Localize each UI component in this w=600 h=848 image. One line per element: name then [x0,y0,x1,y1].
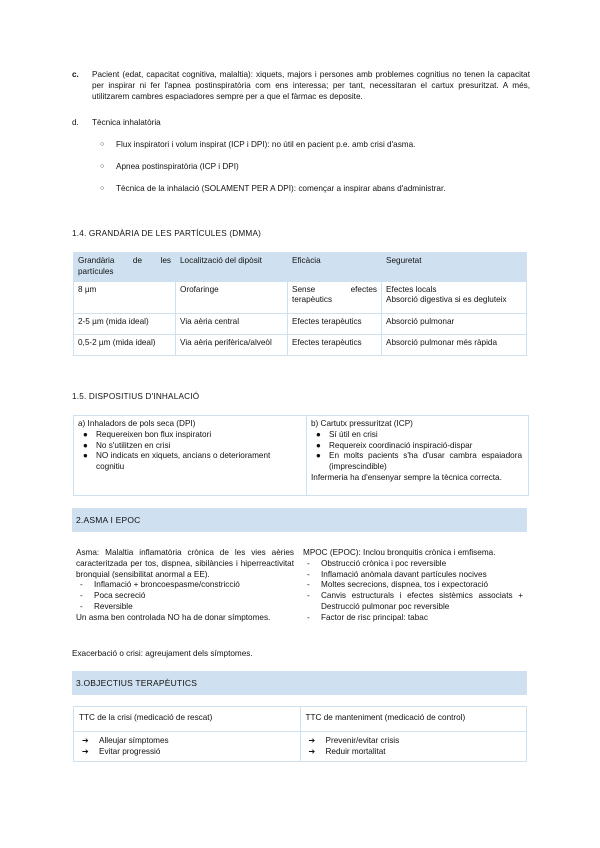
table-cell: 0,5-2 µm (mida ideal) [74,334,176,355]
list-item [306,747,522,758]
bullet-icon: ● [316,429,321,439]
item-text: Alleujar símptomes [99,735,169,745]
item-text: Evitar progressió [99,746,161,756]
table-header-cell: Eficàcia [288,253,382,282]
bullet-icon: ● [316,440,321,450]
table-cell: 8 µm [74,281,176,313]
sub-item-text: Flux inspiratori i volum inspirat (ICP i DPI): no útil en pacient p.e. amb crisi d'asma. [116,140,416,149]
dash-bullet: - [307,580,310,590]
item-text: Moltes secrecions, dispnea, tos i expectoració [321,580,489,590]
table-cell [74,731,301,762]
dash-bullet: - [307,558,310,568]
list-item [303,613,523,624]
section-heading-1-4: 1.4. GRANDÀRIA DE LES PARTÍCULES (DMMA) [72,229,262,238]
dash-bullet: - [80,602,83,612]
table-cell: 2-5 µm (mida ideal) [74,313,176,334]
table-cell [382,281,527,313]
table-row [74,281,527,313]
list-item [79,747,295,758]
nursing-note: Infermeria ha d'ensenyar sempre la tècnica correcta. [311,473,502,483]
list-item [76,580,294,591]
devices-box [73,415,529,496]
table-header-cell: TTC de manteniment (medicació de control) [300,707,527,732]
table-header-row [74,707,527,732]
dash-bullet: - [307,569,310,579]
dash-bullet: - [80,580,83,590]
section-band-3 [72,671,527,695]
table-cell: Efectes terapèutics [288,313,382,334]
circle-bullet-icon: ○ [100,141,105,148]
bullet-icon: ● [83,451,88,461]
table-cell: Via aèria perifèrica/alveòl [176,334,288,355]
dpi-column [78,419,298,473]
dash-bullet: - [307,612,310,622]
sub-list-item [100,184,520,195]
exacerbation-text: Exacerbació o crisi: agreujament dels símptomes. [72,649,253,658]
item-text: Inflamació + broncoespasme/constricció [94,580,240,590]
table-cell: Orofaringe [176,281,288,313]
item-text: Poca secreció [94,591,146,601]
circle-bullet-icon: ○ [100,185,105,192]
list-item [78,430,298,441]
sub-item-text: Tècnica de la inhalació (SOLAMENT PER A DPI): començar a inspirar abans d'administrar. [116,184,446,193]
epoc-intro: MPOC (EPOC): Inclou bronquitis crònica i emfisema. [303,548,496,557]
arrow-right-icon: ➔ [308,735,316,745]
table-row [74,731,527,762]
table-row [74,334,527,355]
item-text: Canvis estructurals i efectes sistèmics associats + Destrucció pulmonar poc reversible [321,591,523,612]
list-item [311,430,522,441]
item-text: En molts pacients s'ha d'usar cambra espaiadora (imprescindible) [329,451,522,472]
list-item [306,736,522,747]
table-cell: Efectes terapèutics [288,334,382,355]
item-text: Factor de risc principal: tabac [321,612,428,622]
item-text: Requereix coordinació inspiració-dispar [329,440,473,450]
item-text: Prevenir/evitar crisis [325,735,400,745]
bullet-icon: ● [83,440,88,450]
list-item [303,559,523,570]
list-item [78,441,298,452]
item-text: Pacient (edat, capacitat cognitiva, malaltia): xiquets, majors i persones amb problemes cognitius no tenen la capacitat per inspirar ni fer l'apnea postinspiratòria com ens interessa; per tant, necessitaran el cartux presuritzat. A més, utilitzarem cambres espaciadores sempre per a que el fàrmac es deposite. [92,70,530,101]
table-header-cell: Grandària de les partícules [74,253,176,282]
item-text: Reversible [94,602,133,612]
table-cell: Absorció pulmonar més ràpida [382,334,527,355]
bullet-icon: ● [83,429,88,439]
item-text: NO indicats en xiquets, ancians o deteriorament cognitiu [96,451,271,472]
dash-bullet: - [307,591,310,601]
icp-heading: b) Cartutx pressuritzat (ICP) [311,419,413,428]
list-item [78,451,298,473]
list-item [79,736,295,747]
asma-column [76,548,294,624]
list-item [303,591,523,613]
icp-column [306,416,522,495]
table-row [74,313,527,334]
sub-list-item [100,140,520,151]
dash-bullet: - [80,591,83,601]
sub-list-item [100,162,520,173]
objectives-table [73,706,527,762]
table-cell: Sense efectes terapèutics [288,281,382,313]
particle-size-table [73,252,527,356]
sub-item-text: Apnea postinspiratòria (ICP i DPI) [116,162,239,171]
item-text: Obstrucció crònica i poc reversible [321,558,447,568]
section-heading-1-5: 1.5. DISPOSITIUS D'INHALACIÓ [72,392,200,401]
section-heading-2: 2.ASMA I EPOC [76,515,141,525]
cell-line: Efectes locals [386,284,437,294]
item-text: Reduir mortalitat [325,746,386,756]
item-text: No s'utilitzen en crisi [96,440,171,450]
list-item-d [72,118,161,129]
circle-bullet-icon: ○ [100,163,105,170]
section-heading-3: 3.OBJECTIUS TERAPÈUTICS [76,678,198,688]
section-band-2 [72,508,527,532]
table-cell: Via aèria central [176,313,288,334]
list-item [303,580,523,591]
cell-line: Absorció digestiva si es degluteix [386,295,507,305]
list-item-c [72,70,530,102]
asma-closing: Un asma ben controlada NO ha de donar símptomes. [76,612,271,622]
list-item [303,570,523,581]
table-header-row [74,253,527,282]
table-header-cell: Localització del dipòsit [176,253,288,282]
list-item [311,451,522,473]
item-text: Requereixen bon flux inspiratori [96,429,212,439]
arrow-right-icon: ➔ [308,746,316,756]
arrow-right-icon: ➔ [82,735,89,745]
table-cell: Absorció pulmonar [382,313,527,334]
item-label: c. [72,70,79,79]
item-text: Sí útil en crisi [329,429,378,439]
bullet-icon: ● [316,451,321,461]
table-header-cell: TTC de la crisi (medicació de rescat) [74,707,301,732]
arrow-right-icon: ➔ [82,746,89,756]
table-cell [300,731,527,762]
list-item [76,591,294,602]
item-label: d. [72,118,79,127]
dpi-heading: a) Inhaladors de pols seca (DPI) [78,419,196,428]
list-item [76,602,294,613]
item-text: Tècnica inhalatòria [92,118,161,127]
asma-intro: Asma: Malaltia inflamatòria crònica de les vies aèries caracteritzada per tos, dispnea, sibilàncies i hiperreactivitat bronquial (sensibilitat anormal a EE). [76,548,294,579]
epoc-column [303,548,523,624]
item-text: Inflamació anòmala davant partícules nocives [321,569,487,579]
list-item [311,441,522,452]
table-header-cell: Seguretat [382,253,527,282]
